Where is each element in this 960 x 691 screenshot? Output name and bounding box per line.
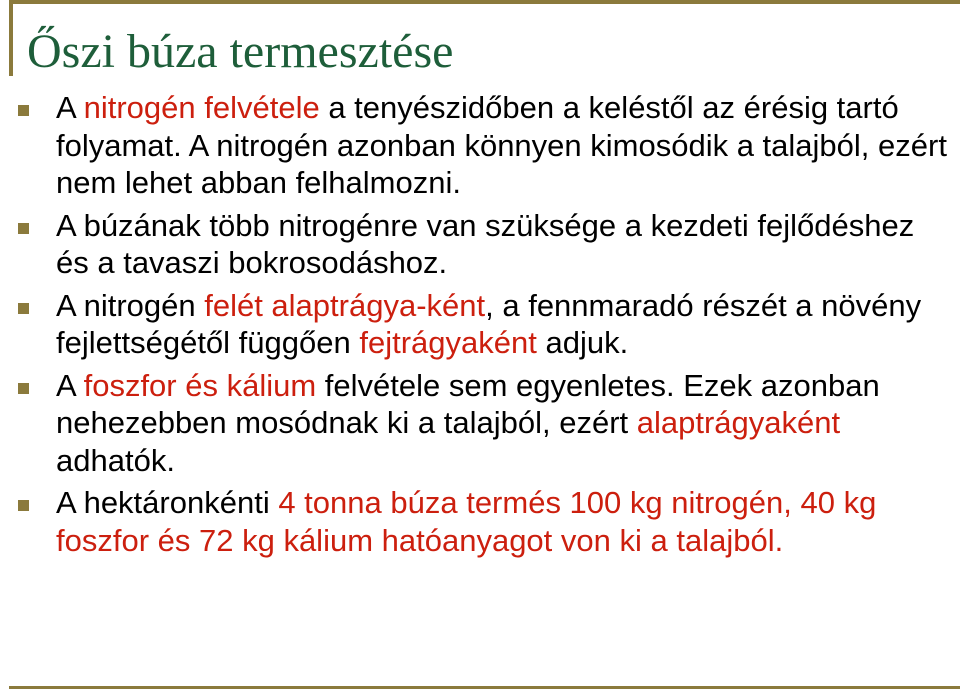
- bullet-item: [18, 287, 948, 362]
- highlighted-term: fejtrágyaként: [359, 325, 537, 360]
- bullet-item: [18, 89, 948, 202]
- square-bullet-icon: [18, 105, 29, 116]
- bullet-text-segment: A nitrogén: [56, 287, 205, 323]
- slide-left-border: [9, 0, 13, 76]
- highlighted-term: nitrogén felvétele: [83, 90, 320, 125]
- bullet-text-segment: A: [56, 90, 84, 125]
- slide-top-border: [9, 0, 960, 4]
- slide-title: Őszi búza termesztése: [27, 25, 454, 78]
- bullet-item: [18, 207, 948, 282]
- bullet-text-segment: , a fennmaradó részét a növény fejlettségétől függően: [56, 287, 922, 360]
- slide-bottom-border: [9, 686, 960, 689]
- square-bullet-icon: [18, 223, 29, 234]
- highlighted-term: alaptrágyaként: [636, 405, 841, 440]
- highlighted-term: foszfor és kálium: [83, 367, 317, 403]
- bullet-text-segment: felvétele sem egyenletes. Ezek azonban nehezebben mosódnak ki a talajból, ezért: [56, 367, 880, 440]
- bullet-text-segment: A búzának több nitrogénre van szüksége a kezdeti fejlődéshez és a tavaszi bokrosodáshoz.: [56, 207, 915, 280]
- square-bullet-icon: [18, 383, 29, 394]
- square-bullet-icon: [18, 303, 29, 314]
- bullet-text-segment: A: [56, 367, 84, 403]
- highlighted-term: 4 tonna búza termés 100 kg nitrogén, 40 kg foszfor és 72 kg kálium hatóanyagot von ki a talajból.: [56, 485, 877, 558]
- bullet-text-segment: adjuk.: [536, 325, 629, 360]
- bullet-text-segment: adhatók.: [56, 442, 175, 478]
- bullet-item: [18, 484, 948, 559]
- bullet-list: [18, 89, 948, 559]
- square-bullet-icon: [18, 500, 29, 511]
- highlighted-term: felét alaptrágya-ként: [204, 287, 486, 323]
- bullet-item: [18, 367, 948, 480]
- bullet-text-segment: A hektáronkénti: [56, 485, 279, 520]
- bullet-text-segment: a tenyészidőben a keléstől az érésig tartó folyamat. A nitrogén azonban könnyen kimosódik a talajból, ezért nem lehet abban felhalmozni.: [56, 90, 947, 200]
